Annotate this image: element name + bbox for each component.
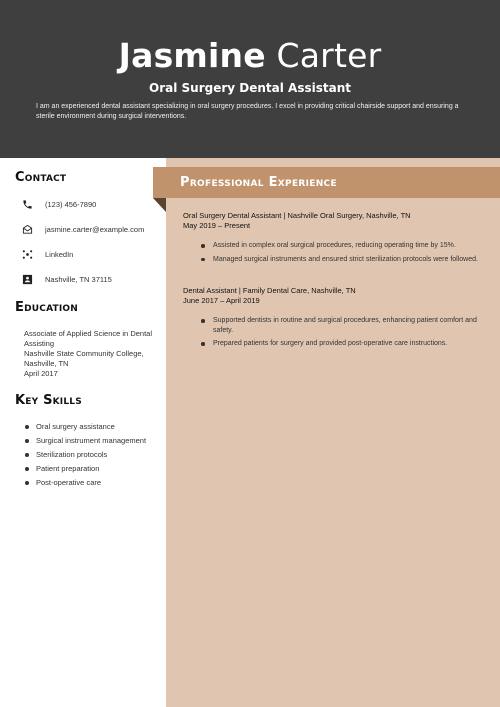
email-text[interactable]: jasmine.carter@example.com: [45, 224, 145, 234]
mail-icon: [22, 224, 33, 235]
summary: I am an experienced dental assistant specializing in oral surgery procedures. I excel in providing critical chairside support and ensuring a sterile environment during surgical interventions.: [36, 103, 459, 120]
skills-list: [24, 422, 159, 492]
education-degree: Associate of Applied Science in Dental Assisting: [24, 329, 152, 348]
skill-item: Sterilization protocols: [24, 450, 159, 460]
location-icon: [22, 274, 33, 285]
job-dates: May 2019 – Present: [183, 221, 251, 230]
contact-phone: [22, 197, 96, 211]
job-dates: June 2017 – April 2019: [183, 296, 260, 305]
contact-email[interactable]: [22, 222, 144, 236]
education-block: [24, 329, 159, 379]
education-school: Nashville State Community College, Nashville, TN: [24, 349, 144, 368]
job-bullet: Managed surgical instruments and ensured strict sterilization protocols were followed.: [201, 255, 483, 265]
job-bullet: Assisted in complex oral surgical procedures, reducing operating time by 15%.: [201, 241, 483, 251]
skill-item: Surgical instrument management: [24, 436, 159, 446]
phone-icon: [22, 199, 33, 210]
linkedin-text[interactable]: LinkedIn: [45, 249, 74, 259]
job-bullets: [183, 316, 483, 349]
job-entry: [183, 286, 483, 353]
job-entry: [183, 211, 483, 268]
contact-linkedin[interactable]: [22, 247, 73, 261]
linkedin-icon: [22, 249, 33, 260]
first-name: Jasmine: [118, 36, 266, 75]
skills-heading: Key Skills: [15, 393, 82, 408]
skill-item: Post-operative care: [24, 478, 159, 488]
skill-item: Oral surgery assistance: [24, 422, 159, 432]
last-name: Carter: [276, 36, 382, 75]
contact-location: [22, 272, 112, 286]
job-bullets: [183, 241, 483, 264]
contact-heading: Contact: [15, 170, 67, 185]
job-title: Oral Surgery Dental Assistant: [149, 81, 351, 95]
education-date: April 2017: [24, 369, 58, 378]
skill-item: Patient preparation: [24, 464, 159, 474]
resume-header: [0, 0, 500, 158]
job-bullet: Prepared patients for surgery and provided post-operative care instructions.: [201, 339, 483, 349]
location-text: Nashville, TN 37115: [45, 274, 112, 284]
banner-fold: [153, 198, 166, 212]
job-role: Dental Assistant | Family Dental Care, Nashville, TN: [183, 286, 356, 295]
experience-heading: Professional Experience: [180, 175, 337, 190]
education-heading: Education: [15, 300, 79, 315]
job-bullet: Supported dentists in routine and surgical procedures, enhancing patient comfort and safety.: [201, 316, 483, 335]
candidate-name: [0, 36, 500, 76]
phone-text: (123) 456-7890: [45, 199, 97, 209]
job-role: Oral Surgery Dental Assistant | Nashville Oral Surgery, Nashville, TN: [183, 211, 411, 220]
